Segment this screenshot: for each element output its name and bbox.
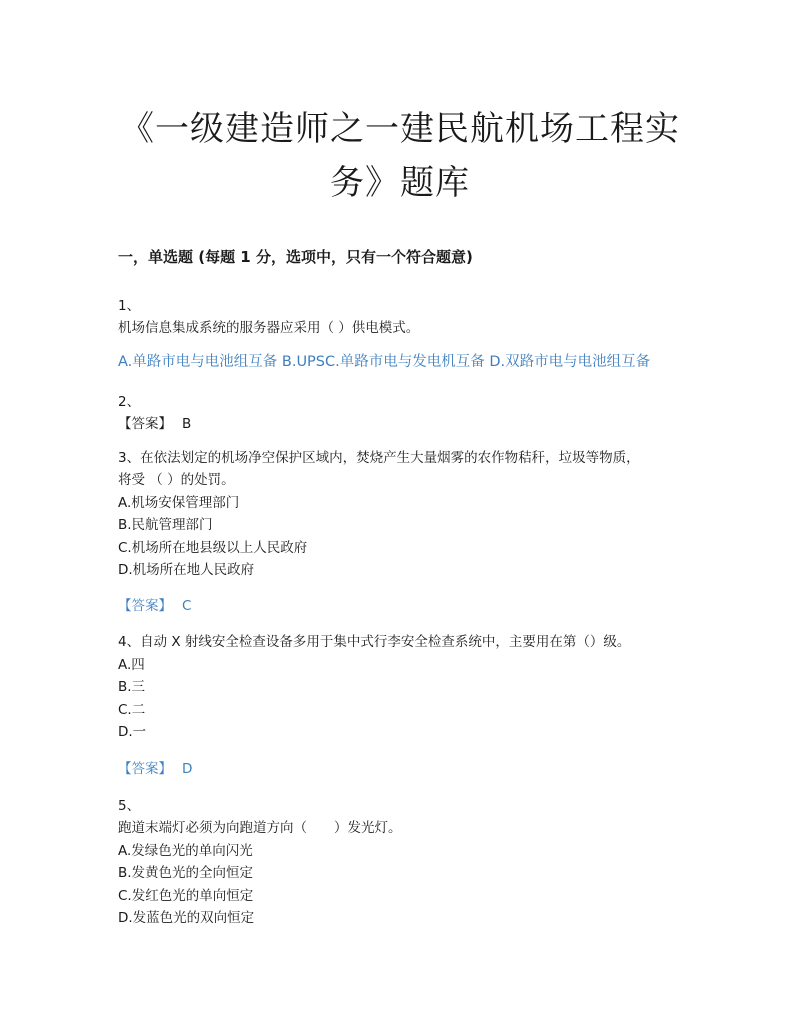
- document-title: [100, 102, 700, 210]
- question-5-option-b: B.发黄色光的全向恒定: [118, 865, 254, 881]
- title-line-2: 务》题库: [330, 163, 470, 203]
- answer-value: C: [182, 598, 192, 614]
- answer-label: 【答案】: [118, 761, 172, 777]
- question-5-option-c: C.发红色光的单向恒定: [118, 888, 254, 904]
- question-5-number: 5、: [118, 798, 141, 814]
- question-3-option-d: D.机场所在地人民政府: [118, 562, 255, 578]
- title-line-1: 《一级建造师之一建民航机场工程实: [120, 109, 680, 149]
- question-5-stem: 跑道末端灯必须为向跑道方向（ ）发光灯。: [118, 820, 402, 836]
- question-5-option-d: D.发蓝色光的双向恒定: [118, 910, 255, 926]
- question-3-stem-line-1: 3、在依法划定的机场净空保护区域内，焚烧产生大量烟雾的农作物秸秆，垃圾等物质，: [118, 450, 640, 466]
- question-4-option-d: D.一: [118, 724, 147, 740]
- question-3-option-a: A.机场安保管理部门: [118, 495, 240, 511]
- answer-label: 【答案】: [118, 416, 172, 432]
- section-heading: 一，单选题 (每题 1 分，选项中，只有一个符合题意): [118, 248, 473, 266]
- question-3-option-c: C.机场所在地县级以上人民政府: [118, 540, 308, 556]
- question-4-option-b: B.三: [118, 679, 146, 695]
- question-3-answer: [118, 596, 191, 616]
- question-3-stem-line-2: 将受 （ ）的处罚。: [118, 472, 235, 488]
- question-2-answer: [118, 414, 191, 434]
- answer-value: B: [182, 416, 192, 432]
- question-1-options: A.单路市电与电池组互备 B.UPSC.单路市电与发电机互备 D.双路市电与电池组互备: [118, 354, 651, 370]
- question-1-stem: 机场信息集成系统的服务器应采用（ ）供电模式。: [118, 320, 420, 336]
- question-4-answer: [118, 759, 192, 779]
- answer-value: D: [182, 761, 193, 777]
- question-5-option-a: A.发绿色光的单向闪光: [118, 843, 253, 859]
- question-4-stem: 4、自动 X 射线安全检查设备多用于集中式行李安全检查系统中，主要用在第（）级。: [118, 634, 631, 650]
- question-4-option-a: A.四: [118, 657, 145, 673]
- question-2-number: 2、: [118, 394, 141, 410]
- question-1-number: 1、: [118, 298, 141, 314]
- answer-label: 【答案】: [118, 598, 172, 614]
- question-3-option-b: B.民航管理部门: [118, 517, 213, 533]
- question-4-option-c: C.二: [118, 702, 146, 718]
